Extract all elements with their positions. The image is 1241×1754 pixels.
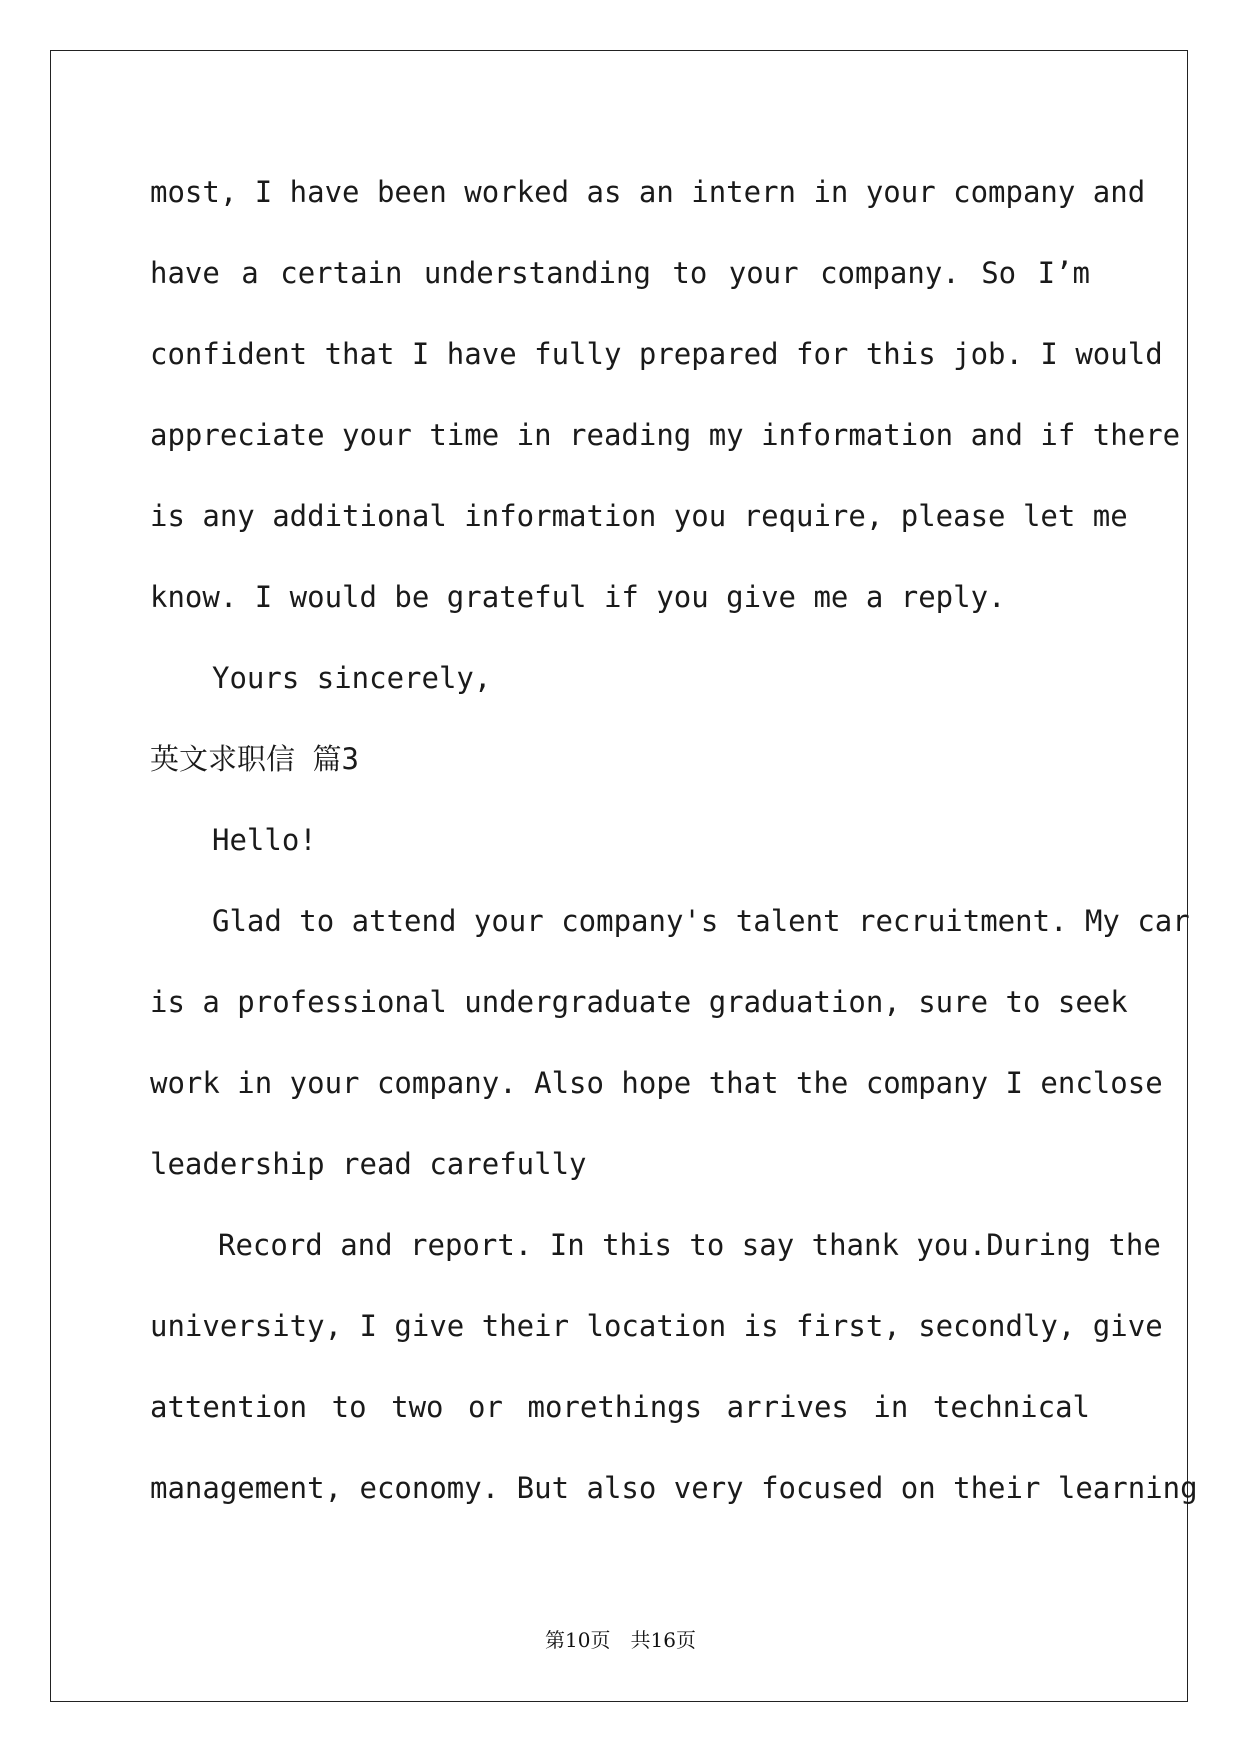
body-line-12: university, I give their location is first, secondly, give [150,1309,1163,1343]
body-line-6: know. I would be grateful if you give me a reply. [150,580,1006,614]
body-line-3: confident that I have fully prepared for this job. I would [150,337,1163,371]
body-line-11: Record and report. In this to say thank you.During the [218,1228,1161,1262]
closing-line: Yours sincerely, [212,661,492,695]
body-line-5: is any additional information you require, please let me [150,499,1128,533]
section-heading: 英文求职信 篇3 [150,742,359,776]
body-line-14: management, economy. But also very focused on their learning [150,1471,1198,1505]
page-border [50,50,1198,1702]
greeting-line: Hello! [212,823,317,857]
body-line-2: have a certain understanding to your company. So I’m [150,256,1090,290]
body-line-1: most, I have been worked as an intern in your company and [150,175,1146,209]
body-line-8: is a professional undergraduate graduation, sure to seek [150,985,1128,1019]
body-line-13: attention to two or morethings arrives in technical [150,1390,1090,1424]
body-line-7: Glad to attend your company's talent recruitment. My car [212,904,1190,938]
body-line-4: appreciate your time in reading my information and if there [150,418,1181,452]
body-line-10: leadership read carefully [150,1147,587,1181]
body-line-9: work in your company. Also hope that the company I enclose [150,1066,1163,1100]
page-number-footer: 第10页 共16页 [545,1628,696,1652]
